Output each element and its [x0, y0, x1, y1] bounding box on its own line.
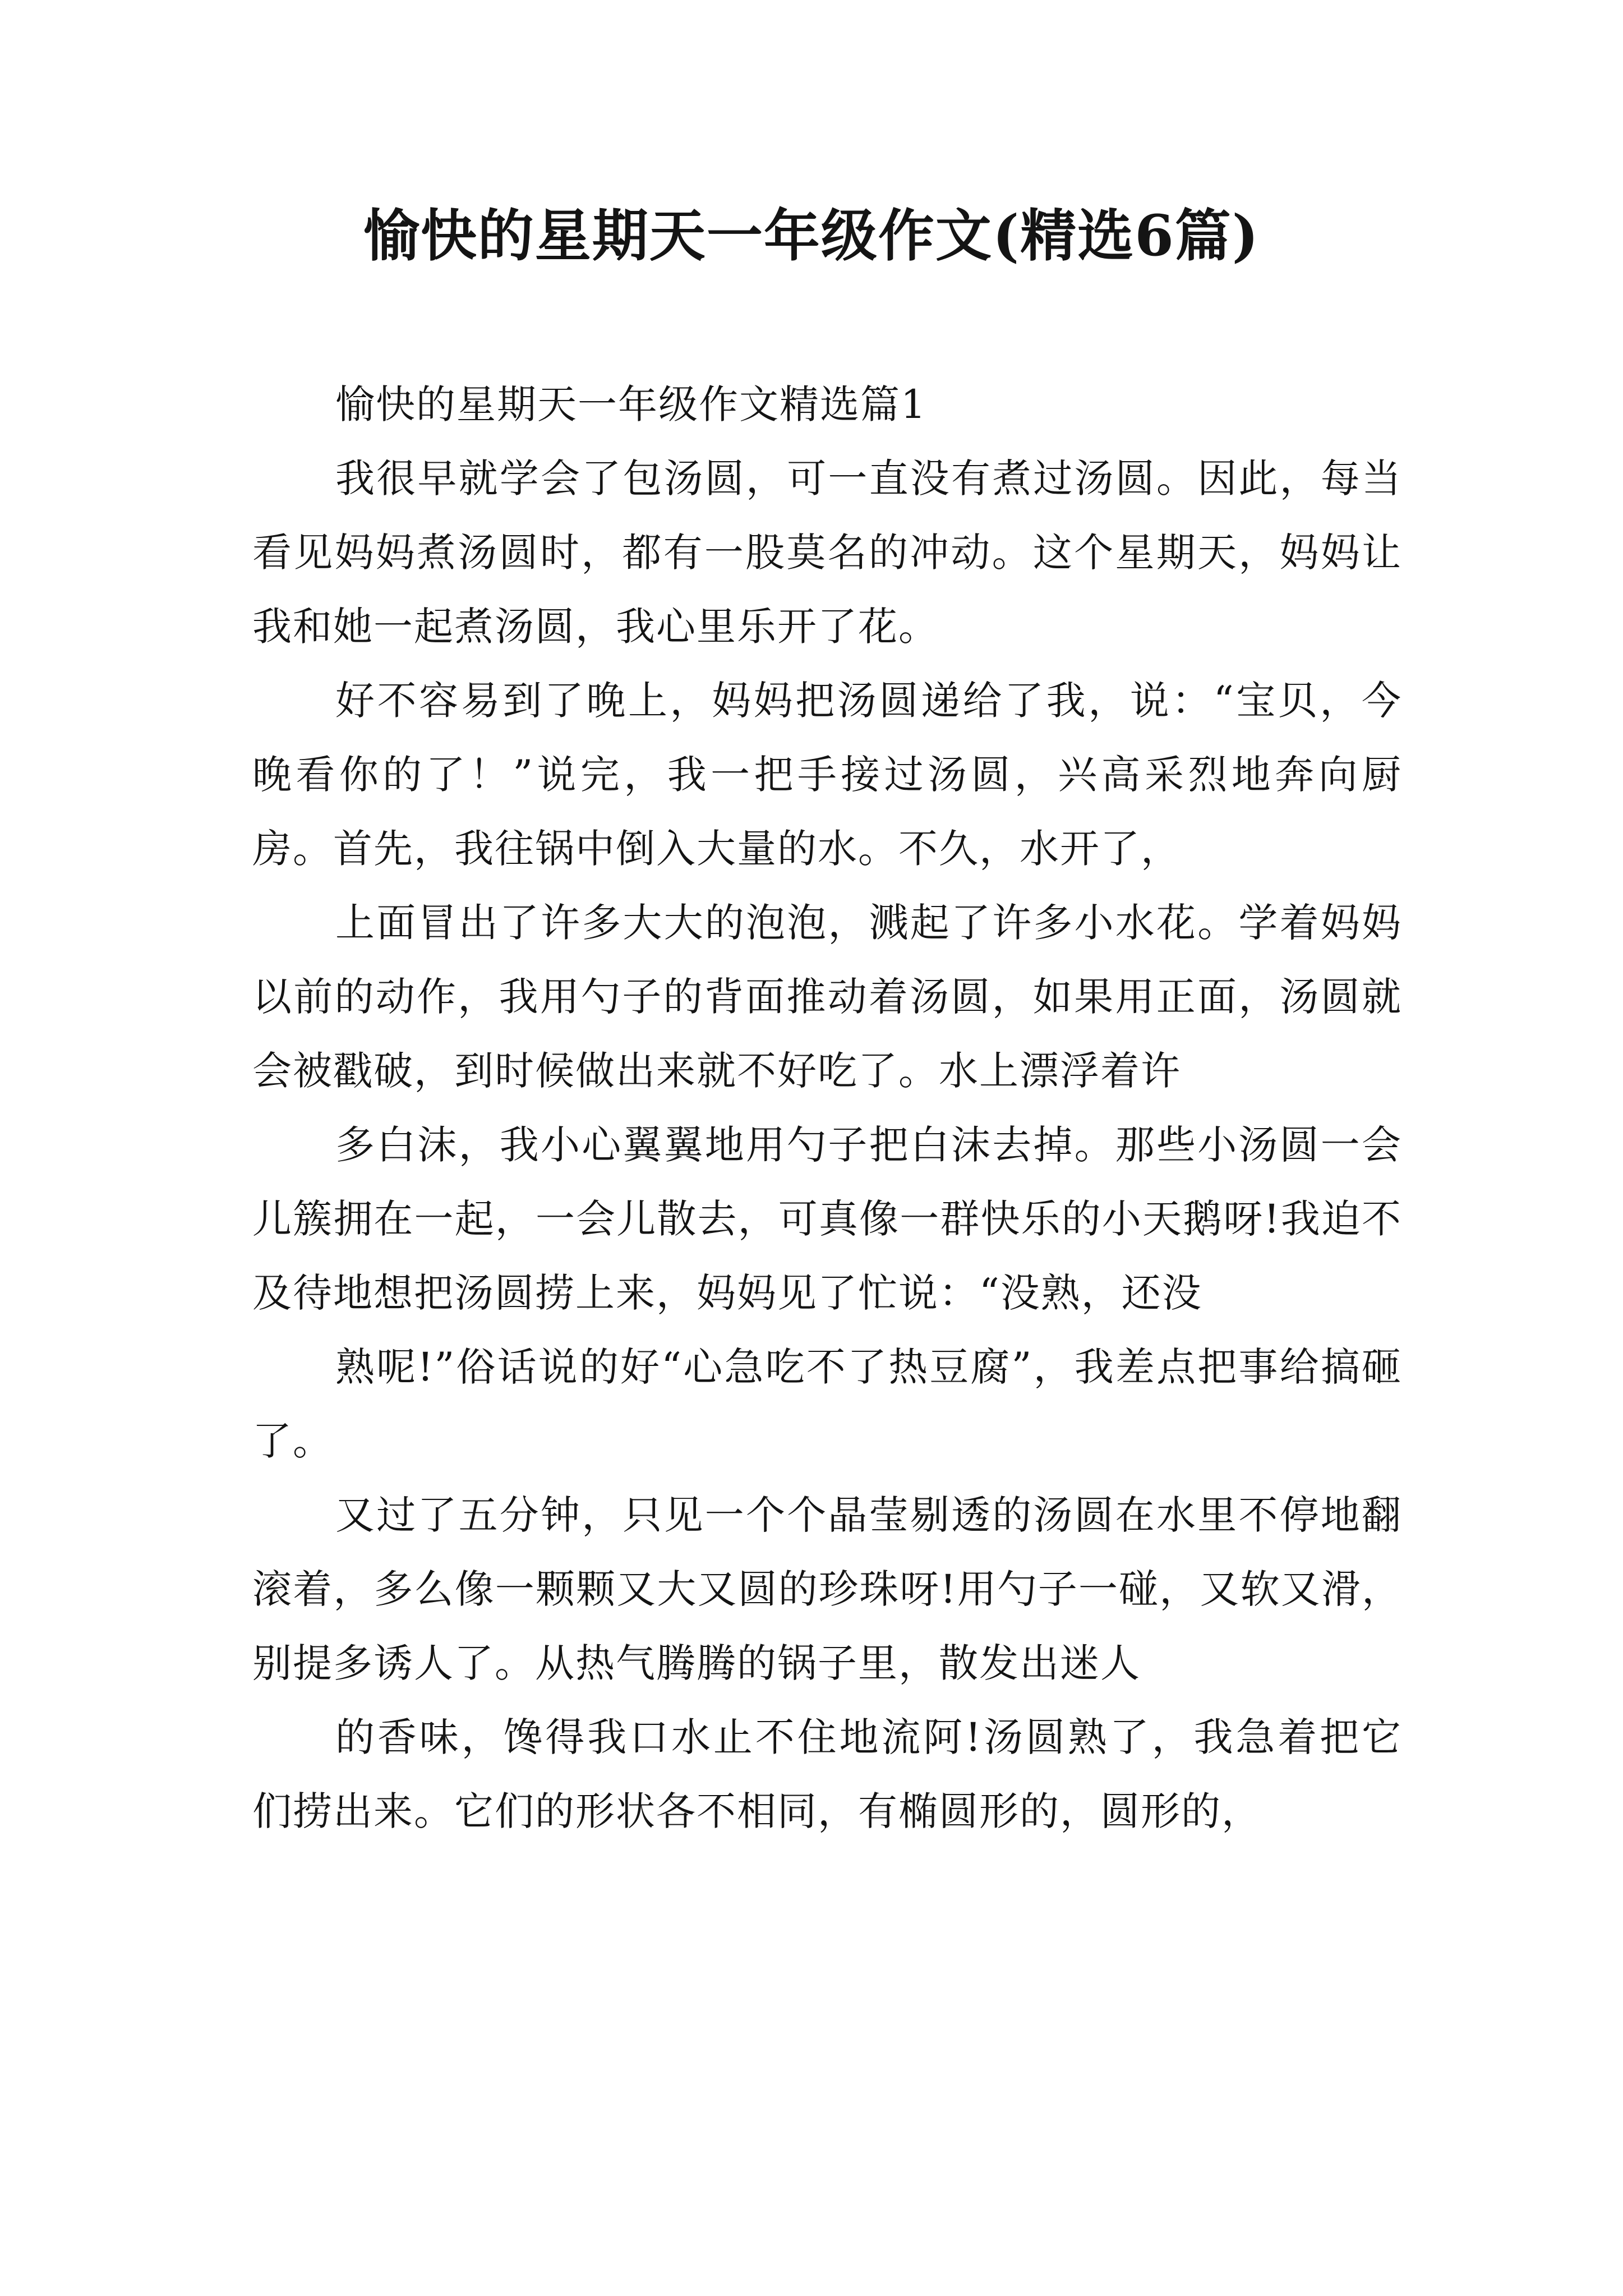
paragraph: 熟呢!”俗话说的好“心急吃不了热豆腐”，我差点把事给搞砸了。: [252, 1344, 1402, 1464]
document-title: 愉快的星期天一年级作文(精选6篇): [363, 203, 1260, 269]
paragraph: 的香味，馋得我口水止不住地流阿!汤圆熟了，我急着把它们捞出来。它们的形状各不相同，有椭圆形的，圆形的，: [252, 1714, 1402, 1834]
section-heading: 愉快的星期天一年级作文精选篇1: [335, 381, 927, 427]
paragraph: 多白沫，我小心翼翼地用勺子把白沫去掉。那些小汤圆一会儿簇拥在一起，一会儿散去，可真像一群快乐的小天鹅呀!我迫不及待地想把汤圆捞上来，妈妈见了忙说：“没熟，还没: [252, 1122, 1402, 1316]
paragraph: 好不容易到了晚上，妈妈把汤圆递给了我，说：“宝贝，今晚看你的了！”说完，我一把手接过汤圆，兴高采烈地奔向厨房。首先，我往锅中倒入大量的水。不久，水开了，: [252, 678, 1402, 872]
paragraph: 我很早就学会了包汤圆，可一直没有煮过汤圆。因此，每当看见妈妈煮汤圆时，都有一股莫名的冲动。这个星期天，妈妈让我和她一起煮汤圆，我心里乐开了花。: [252, 455, 1402, 650]
document-body: [252, 367, 1402, 1848]
document-page: [252, 0, 1402, 2296]
paragraph: 上面冒出了许多大大的泡泡，溅起了许多小水花。学着妈妈以前的动作，我用勺子的背面推动着汤圆，如果用正面，汤圆就会被戳破，到时候做出来就不好吃了。水上漂浮着许: [252, 900, 1402, 1094]
paragraph: 又过了五分钟，只见一个个晶莹剔透的汤圆在水里不停地翻滚着，多么像一颗颗又大又圆的珍珠呀!用勺子一碰，又软又滑，别提多诱人了。从热气腾腾的锅子里，散发出迷人: [252, 1492, 1402, 1686]
